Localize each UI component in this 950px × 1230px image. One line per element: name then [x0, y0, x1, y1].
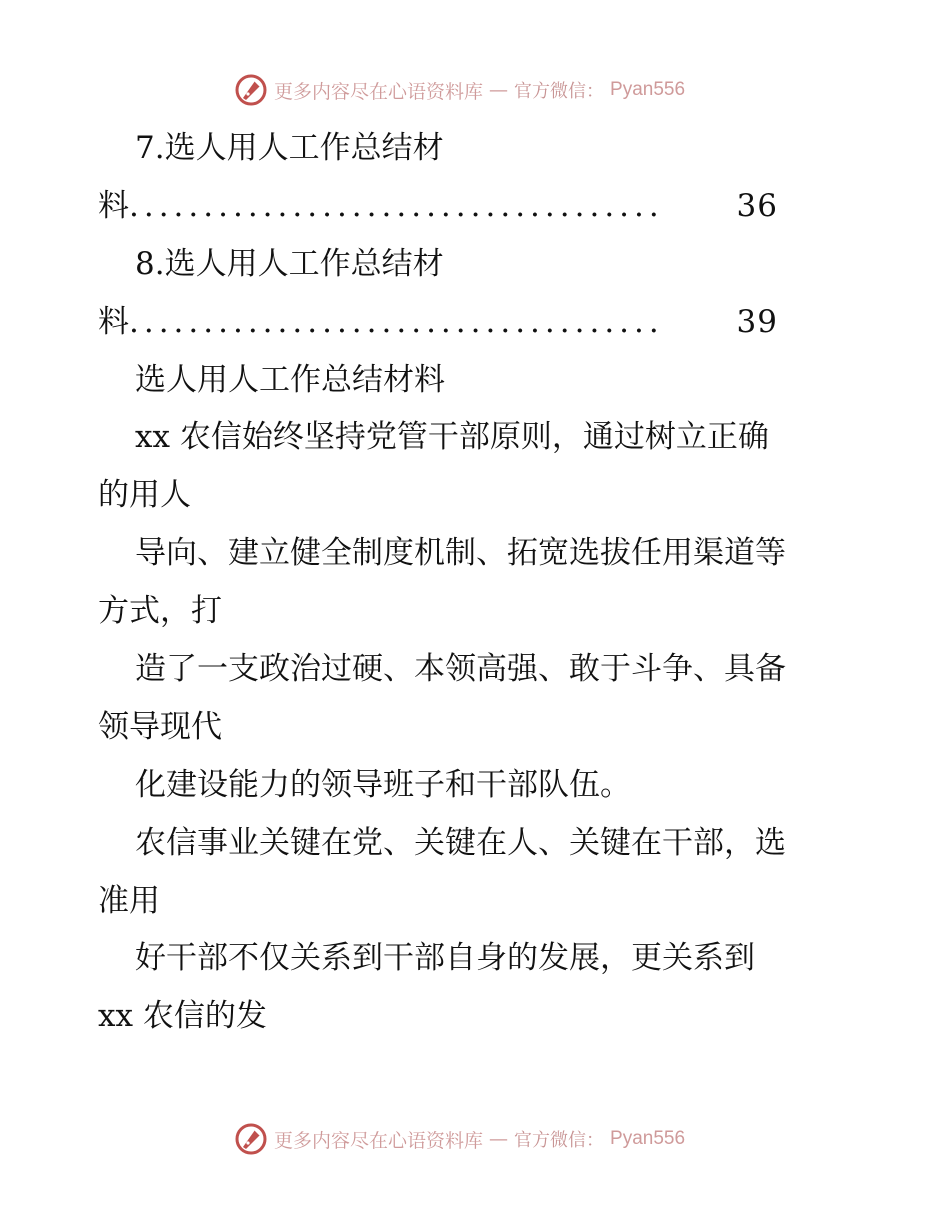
section-heading: 选人用人工作总结材料 [135, 361, 445, 398]
toc-entry-wrap: 料 [98, 303, 129, 340]
footer-watermark [234, 1119, 685, 1159]
watermark-dash: — [489, 79, 509, 101]
toc-entry-title: 8.选人用人工作总结材 [135, 245, 444, 282]
watermark-text: 更多内容尽在心语资料库 [274, 1129, 484, 1152]
paragraph-line: 农信事业关键在党、关键在人、关键在干部，选 [135, 824, 786, 861]
toc-entry-wrap: 料 [98, 187, 129, 224]
paragraph-line: 好干部不仅关系到干部自身的发展，更关系到 [135, 940, 755, 977]
pen-nib-logo-icon [234, 1122, 268, 1156]
toc-entry-title: 7.选人用人工作总结材 [135, 130, 444, 166]
toc-page-number: 36 [736, 187, 778, 224]
header-watermark [234, 70, 685, 110]
watermark-handle: Pyan556 [610, 1128, 686, 1149]
paragraph-line: 导向、建立健全制度机制、拓宽选拔任用渠道等 [135, 535, 786, 572]
watermark-text: 更多内容尽在心语资料库 [274, 80, 484, 103]
toc-dot-leader: .................................... [129, 303, 664, 340]
paragraph-line-wrap: 准用 [98, 882, 160, 919]
paragraph-line: 造了一支政治过硬、本领高强、敢于斗争、具备 [135, 651, 786, 688]
document-body [98, 120, 858, 1046]
toc-page-number: 39 [736, 303, 778, 340]
paragraph-line: 化建设能力的领导班子和干部队伍。 [135, 766, 631, 803]
paragraph-line-wrap: xx 农信的发 [98, 998, 267, 1035]
paragraph-line-wrap: 的用人 [98, 477, 191, 514]
pen-nib-logo-icon [234, 73, 268, 107]
watermark-label: 官方微信： [514, 81, 605, 102]
toc-dot-leader: .................................... [129, 187, 664, 224]
toc-entry-leader [98, 294, 778, 352]
watermark-dash: — [489, 1128, 509, 1150]
paragraph-line: xx 农信始终坚持党管干部原则，通过树立正确 [135, 419, 769, 456]
toc-entry-leader [98, 178, 778, 236]
paragraph-line-wrap: 方式，打 [98, 593, 222, 630]
watermark-label: 官方微信： [514, 1130, 605, 1151]
paragraph-line-wrap: 领导现代 [98, 708, 222, 745]
watermark-handle: Pyan556 [610, 79, 686, 100]
